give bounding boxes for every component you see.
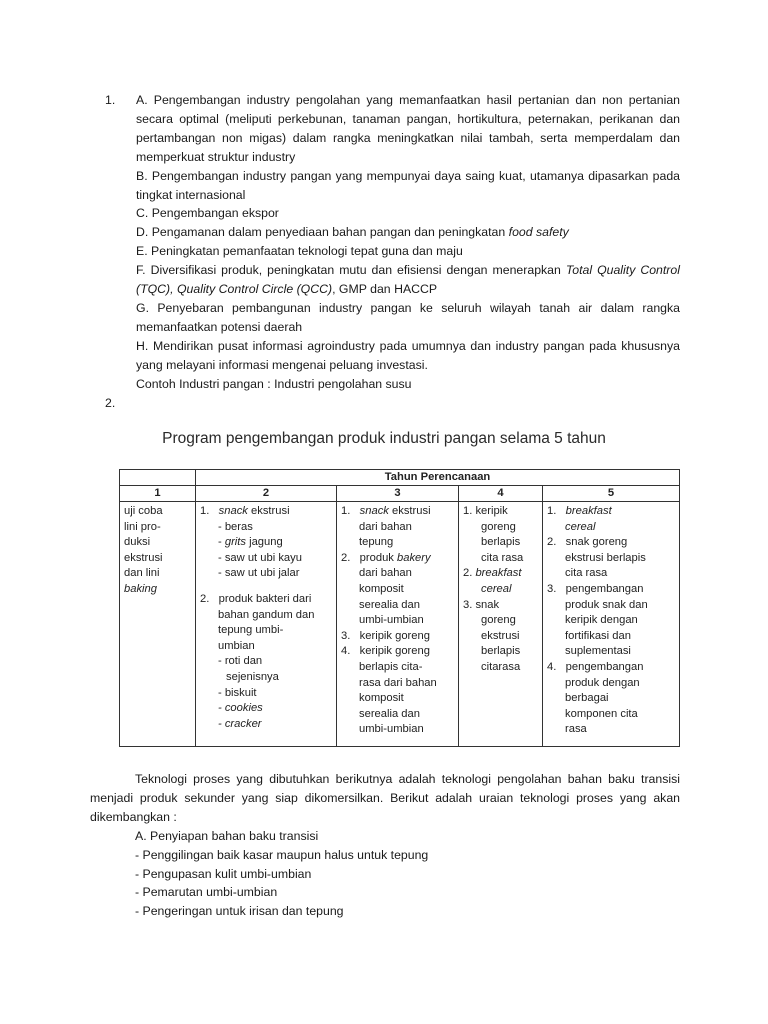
point-b: B. Pengembangan industry pangan yang mempunyai daya saing kuat, utamanya dipasarkan pada tingkat internasional <box>136 168 680 202</box>
point-d: D. Pengamanan dalam penyediaan bahan pangan dan peningkatan food safety <box>136 225 569 240</box>
point-e: E. Peningkatan pemanfaatan teknologi tepat guna dan maju <box>136 244 463 259</box>
plan-table <box>119 469 680 747</box>
intro-paragraph: Teknologi proses yang dibutuhkan berikutnya adalah teknologi pengolahan bahan baku transisi menjadi produk sekunder yang siap dikomersilkan. Berikut adalah uraian teknologi proses yang akan dikembangkan : <box>90 772 680 824</box>
process-technology-section <box>90 770 680 921</box>
process-item: - Penggilingan baik kasar maupun halus untuk tepung <box>135 847 429 862</box>
process-item: A. Penyiapan bahan baku transisi <box>135 828 319 843</box>
process-item: - Pengeringan untuk irisan dan tepung <box>135 904 344 919</box>
plan-table-wrapper <box>119 469 679 747</box>
list-item-body <box>136 91 680 394</box>
cell-year-5: 1. breakfast cereal 2. snak goreng ekstrusi berlapis cita rasa 3. pengembangan produk snak dan keripik dengan fortifikasi dan suplementasi 4. pengembangan produk dengan berbagai komponen cita rasa <box>543 502 680 747</box>
col-header-1: 1 <box>120 486 196 502</box>
numbered-list-item-1 <box>105 91 680 394</box>
cell-year-4: 1. keripik goreng berlapis cita rasa 2. breakfast cereal 3. snak goreng ekstrusi berlapis citarasa <box>459 502 543 747</box>
cell-year-2: 1. snack ekstrusi - beras - grits jagung - saw ut ubi kayu - saw ut ubi jalar 2. produk bakteri dari bahan gandum dan tepung umbi- umbian - roti dan sejenisnya - biskuit - cookies - cracker <box>196 502 337 747</box>
col-header-3: 3 <box>337 486 459 502</box>
blank-header-cell <box>120 470 196 486</box>
point-g: G. Penyebaran pembangunan industry pangan ke seluruh wilayah tanah air dalam rangka memanfaatkan potensi daerah <box>136 300 680 334</box>
process-item: - Pengupasan kulit umbi-umbian <box>135 866 312 881</box>
col-header-2: 2 <box>196 486 337 502</box>
example-line: Contoh Industri pangan : Industri pengolahan susu <box>136 376 412 391</box>
cell-year-3: 1. snack ekstrusi dari bahan tepung 2. produk bakery dari bahan komposit serealia dan umbi-umbian 3. keripik goreng 4. keripik goreng berlapis cita- rasa dari bahan komposit serealia dan umbi-umbian <box>337 502 459 747</box>
list-number: 1. <box>105 93 116 107</box>
col-header-5: 5 <box>543 486 680 502</box>
list-number-2: 2. <box>105 396 116 410</box>
point-c: C. Pengembangan ekspor <box>136 206 279 221</box>
cell-year-1: uji coba lini pro- duksi ekstrusi dan lini baking <box>120 502 196 747</box>
point-h: H. Mendirikan pusat informasi agroindustry pada umumnya dan industry pangan pada khususnya yang melayani informasi mengenai peluang investasi. <box>136 338 681 372</box>
group-header: Tahun Perencanaan <box>196 470 680 486</box>
point-a: A. Pengembangan industry pengolahan yang memanfaatkan hasil pertanian dan non pertanian secara optimal (meliputi perkebunan, tanaman pangan, hortikultura, peternakan, perikanan dan pertambangan non migas) dalam rangka meningkatkan nilai tambah, serta memperdalam dan memperkuat struktur industry <box>136 93 680 164</box>
col-header-4: 4 <box>459 486 543 502</box>
table-title: Program pengembangan produk industri pangan selama 5 tahun <box>162 430 606 447</box>
process-item: - Pemarutan umbi-umbian <box>135 885 278 900</box>
point-f: F. Diversifikasi produk, peningkatan mutu dan efisiensi dengan menerapkan Total Quality Control (TQC), Quality Control Circle (QCC), GMP dan HACCP <box>136 263 680 297</box>
